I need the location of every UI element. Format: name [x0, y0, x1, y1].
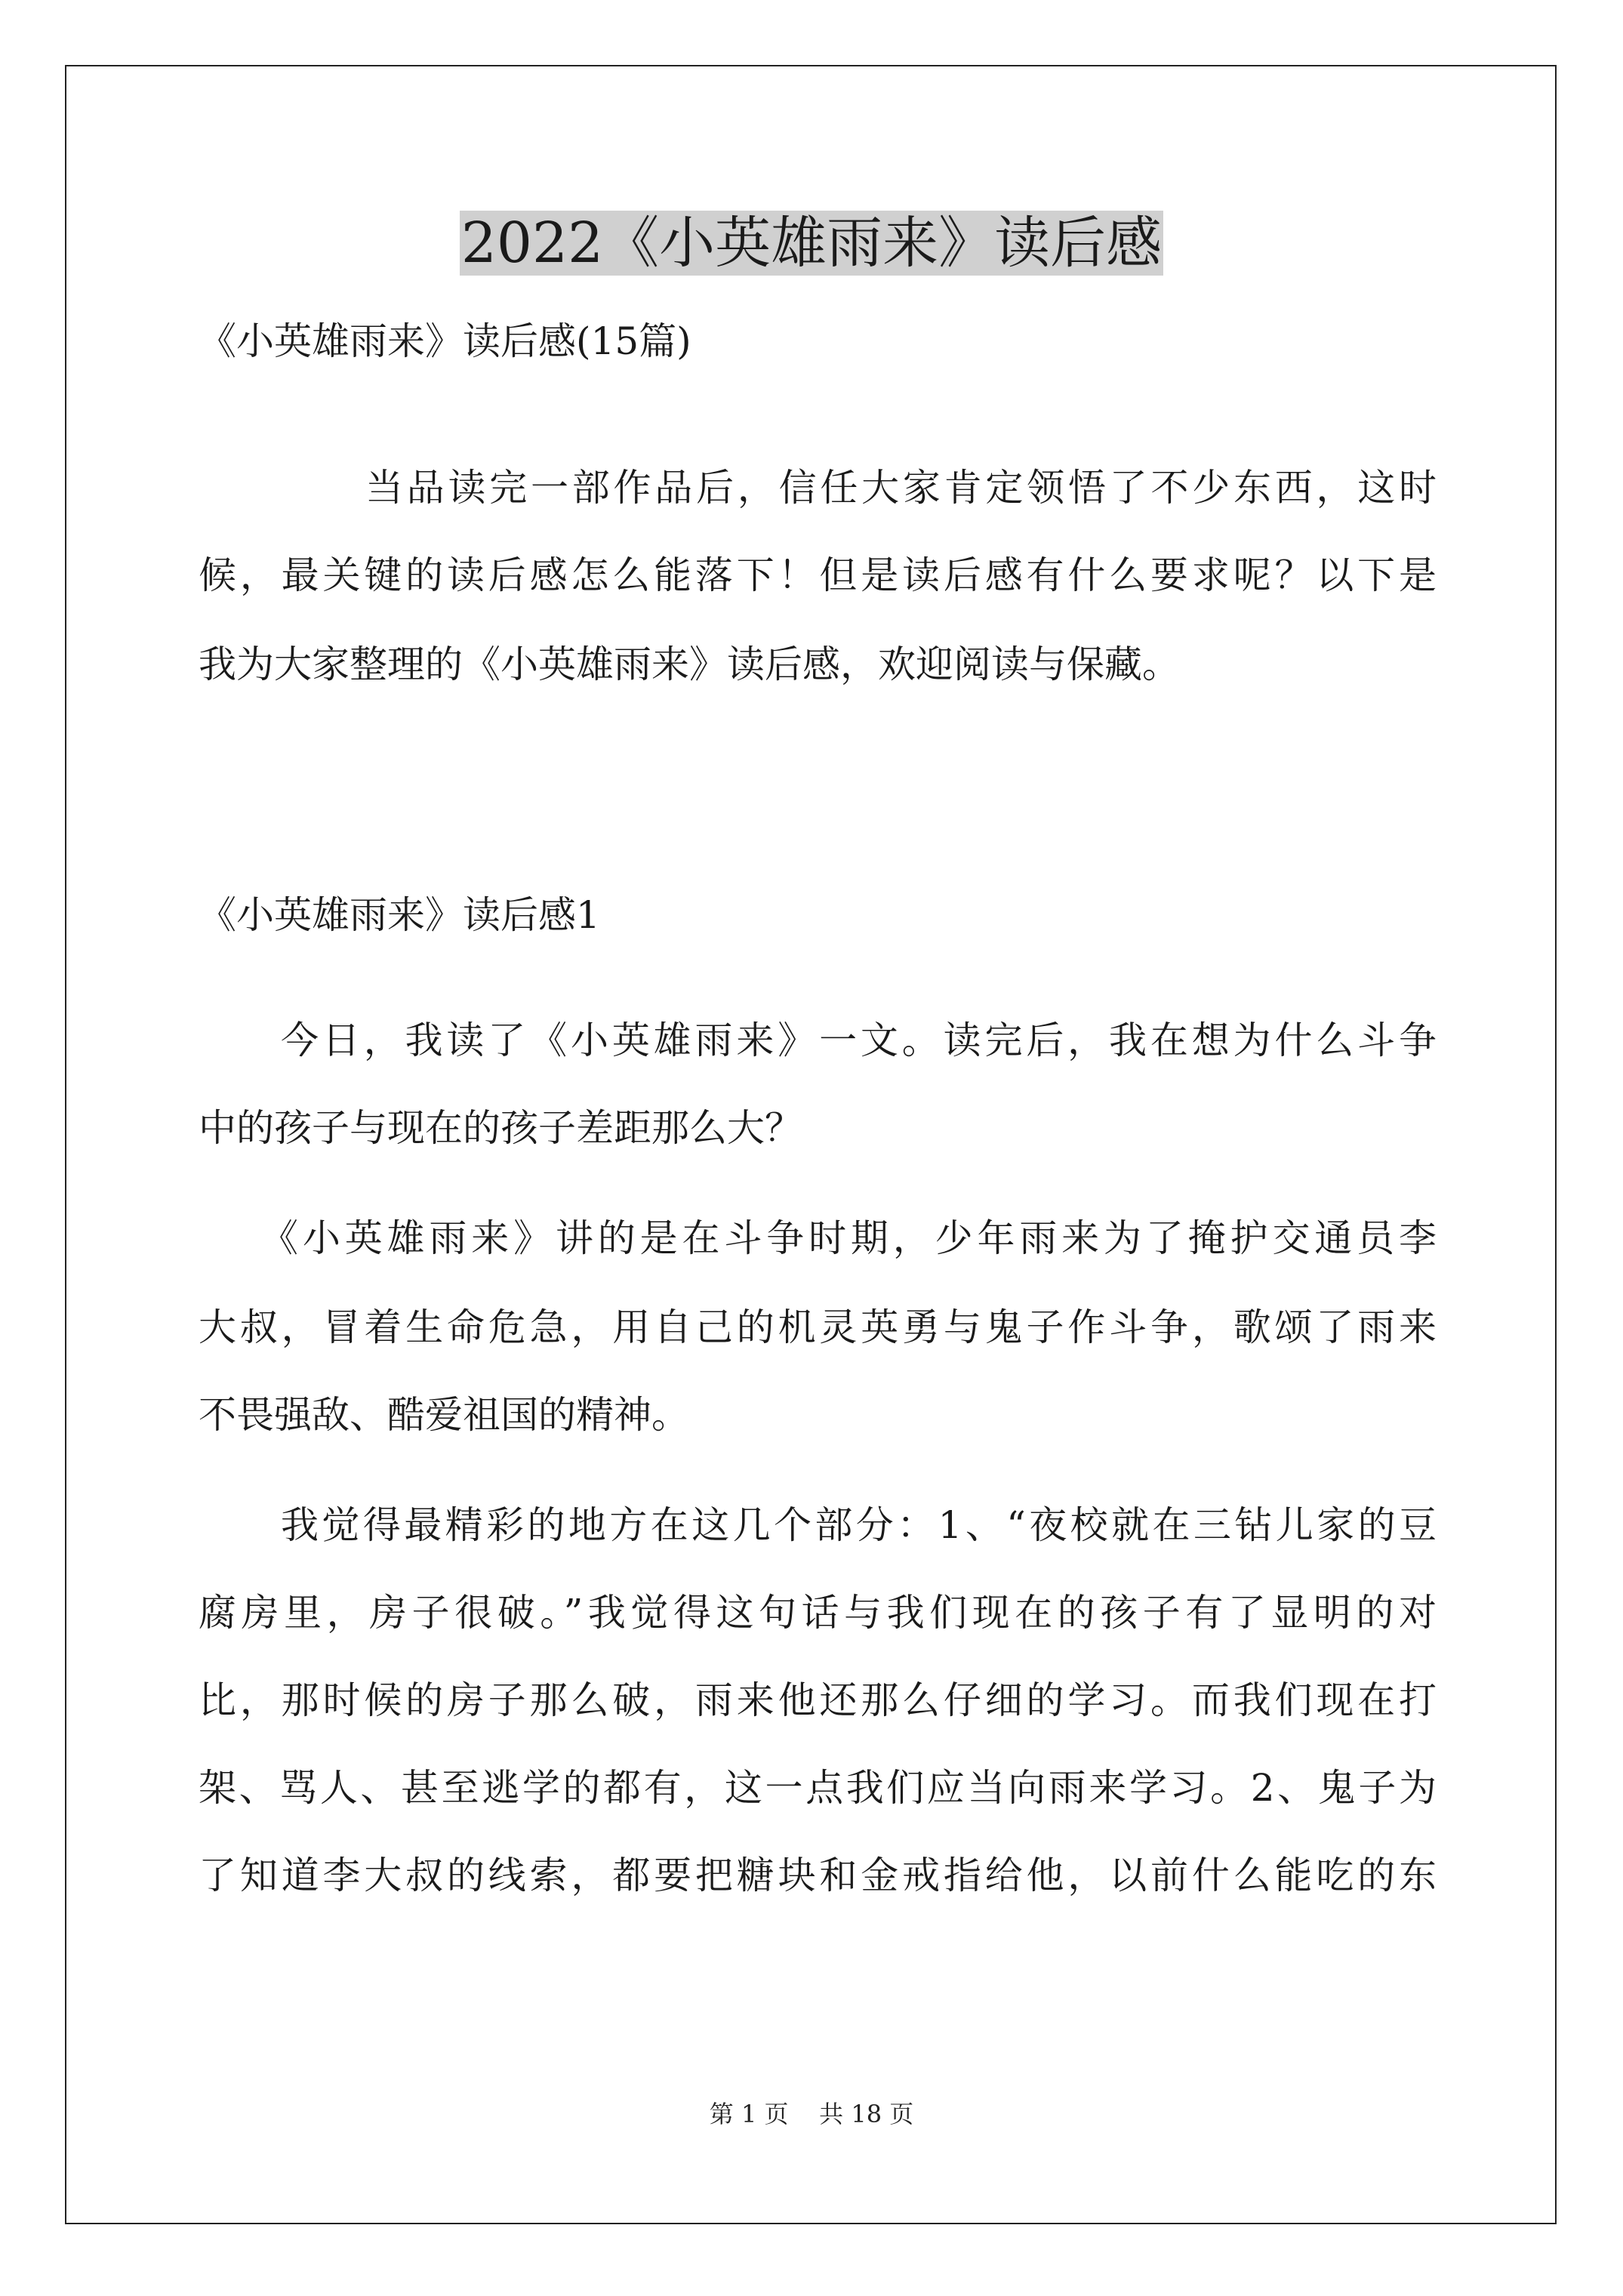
paragraph-1-line-1: 今日，我读了《小英雄雨来》一文。读完后，我在想为什么斗争	[281, 1019, 1437, 1062]
paragraph-3-line-3: 比，那时候的房子那么破，雨来他还那么仔细的学习。而我们现在打	[199, 1678, 1437, 1722]
intro-line-2: 候，最关键的读后感怎么能落下！但是读后感有什么要求呢？以下是	[199, 553, 1437, 597]
paragraph-3-line-2: 腐房里，房子很破。”我觉得这句话与我们现在的孩子有了显明的对	[199, 1591, 1437, 1635]
paragraph-3-line-5: 了知道李大叔的线索，都要把糖块和金戒指给他，以前什么能吃的东	[199, 1854, 1437, 1897]
intro-line-1: 当品读完一部作品后，信任大家肯定领悟了不少东西，这时	[365, 466, 1437, 510]
intro-line-3: 我为大家整理的《小英雄雨来》读后感，欢迎阅读与保藏。	[199, 643, 1180, 686]
section-heading: 《小英雄雨来》读后感1	[199, 893, 600, 937]
document-title	[0, 205, 1623, 281]
paragraph-2-line-2: 大叔，冒着生命危急，用自己的机灵英勇与鬼子作斗争，歌颂了雨来	[199, 1305, 1437, 1349]
paragraph-3-line-4: 架、骂人、甚至逃学的都有，这一点我们应当向雨来学习。2、鬼子为	[199, 1766, 1437, 1810]
paragraph-1-line-2: 中的孩子与现在的孩子差距那么大？	[199, 1106, 802, 1150]
page-number-footer: 第 1 页 共 18 页	[709, 2100, 914, 2128]
document-subtitle: 《小英雄雨来》读后感(15篇)	[199, 319, 691, 363]
document-title-text: 2022《小英雄雨来》读后感	[460, 211, 1163, 276]
paragraph-3-line-1: 我觉得最精彩的地方在这几个部分：1、“夜校就在三钻儿家的豆	[281, 1503, 1437, 1547]
paragraph-2-line-1: 《小英雄雨来》讲的是在斗争时期，少年雨来为了掩护交通员李	[260, 1216, 1437, 1260]
paragraph-2-line-3: 不畏强敌、酷爱祖国的精神。	[199, 1393, 689, 1437]
